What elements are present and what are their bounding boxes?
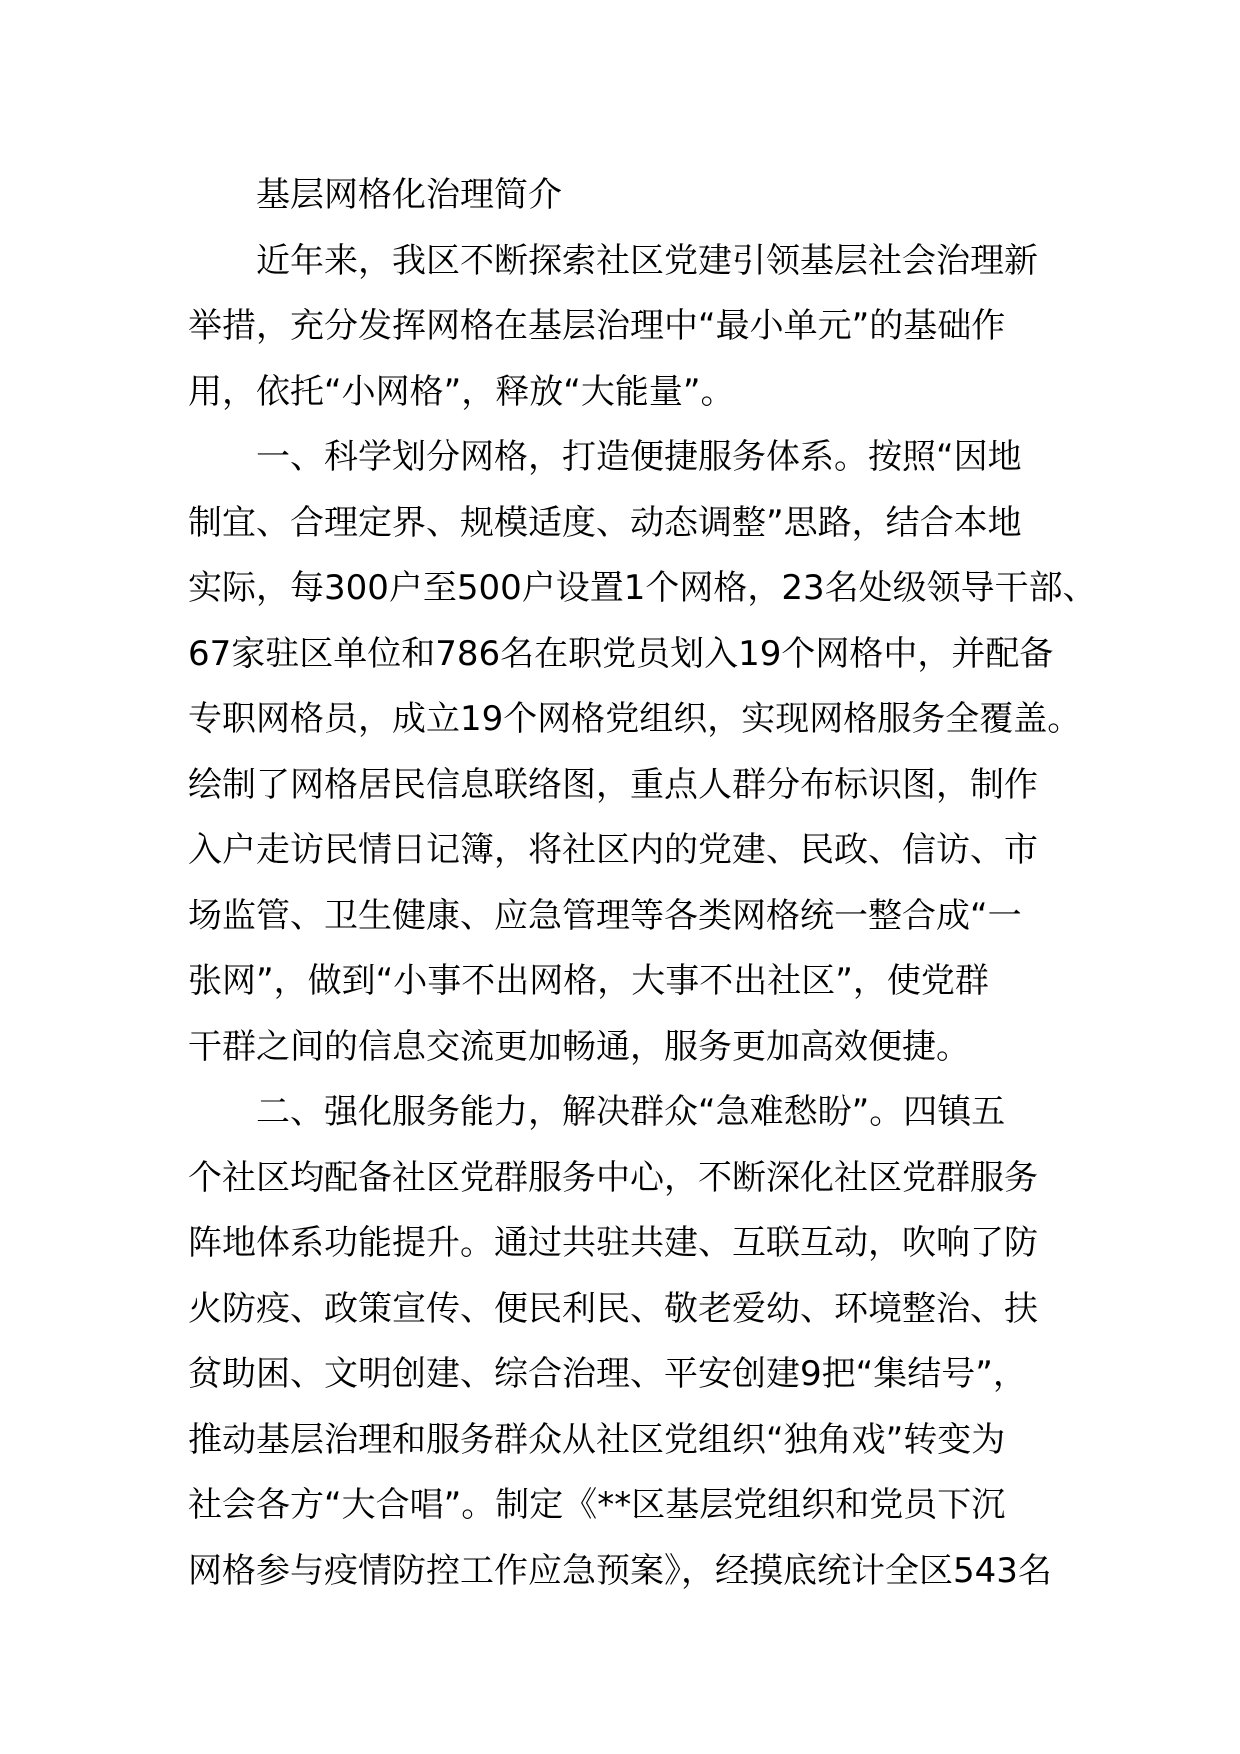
text-line: 推动基层治理和服务群众从社区党组织“独角戏”转变为 (188, 1419, 1006, 1460)
text-line: 社会各方“大合唱”。制定《**区基层党组织和党员下沉 (188, 1485, 1006, 1525)
text-line: 网格参与疫情防控工作应急预案》，经摸底统计全区543名 (188, 1550, 1052, 1591)
text-line: 近年来，我区不断探索社区党建引领基层社会治理新 (256, 240, 1038, 281)
text-line: 绘制了网格居民信息联络图，重点人群分布标识图，制作 (188, 764, 1038, 805)
text-line: 个社区均配备社区党群服务中心，不断深化社区党群服务 (188, 1157, 1038, 1198)
text-line: 火防疫、政策宣传、便民利民、敬老爱幼、环境整治、扶 (188, 1288, 1038, 1329)
text-line: 场监管、卫生健康、应急管理等各类网格统一整合成“一 (188, 895, 1022, 936)
text-line: 67家驻区单位和786名在职党员划入19个网格中，并配备 (188, 633, 1054, 674)
text-line: 举措，充分发挥网格在基层治理中“最小单元”的基础作 (188, 306, 1006, 346)
text-line: 一、科学划分网格，打造便捷服务体系。按照“因地 (256, 437, 1022, 477)
text-line: 张网”，做到“小事不出网格，大事不出社区”，使党群 (188, 961, 989, 1001)
text-line: 用，依托“小网格”，释放“大能量”。 (188, 371, 735, 412)
text-line: 阵地体系功能提升。通过共驻共建、互联互动，吹响了防 (188, 1223, 1038, 1263)
text-line: 干群之间的信息交流更加畅通，服务更加高效便捷。 (188, 1026, 970, 1067)
document-title: 基层网格化治理简介 (256, 175, 562, 215)
text-line: 专职网格员，成立19个网格党组织，实现网格服务全覆盖。 (188, 699, 1082, 739)
text-line: 贫助困、文明创建、综合治理、平安创建9把“集结号”， (188, 1354, 1027, 1394)
text-line: 二、强化服务能力，解决群众“急难愁盼”。四镇五 (256, 1092, 1006, 1132)
text-line: 制宜、合理定界、规模适度、动态调整”思路，结合本地 (188, 502, 1022, 543)
text-line: 实际，每300户至500户设置1个网格，23名处级领导干部、 (188, 568, 1097, 608)
document-body (188, 163, 1097, 1604)
text-line: 入户走访民情日记簿，将社区内的党建、民政、信访、市 (188, 830, 1038, 870)
